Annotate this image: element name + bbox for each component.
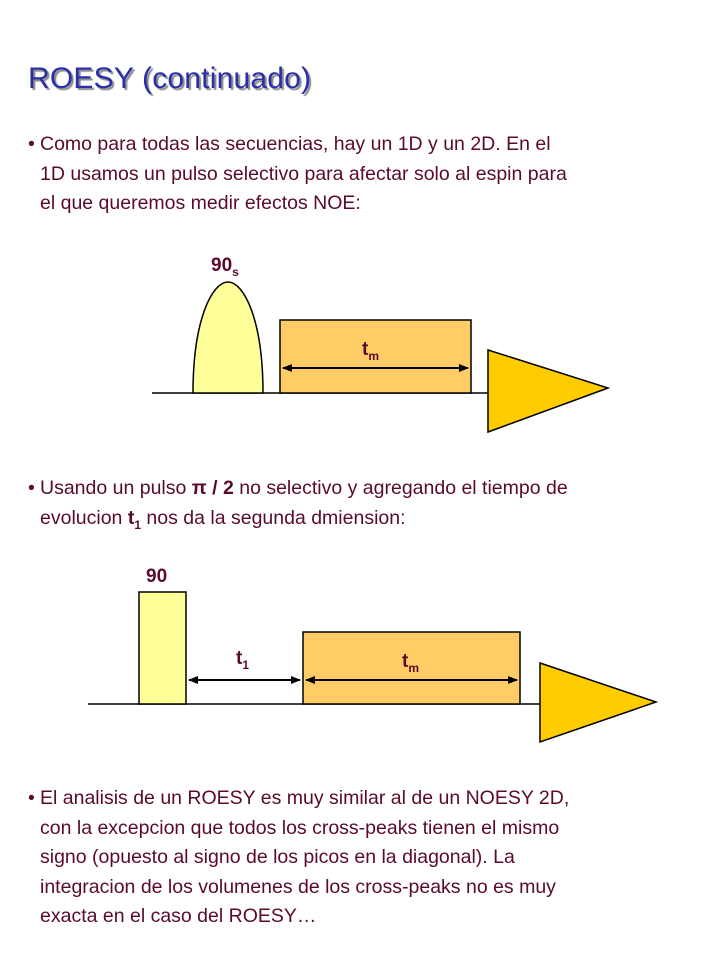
page-title: ROESY (continuado) <box>28 62 312 95</box>
bullet: • <box>28 133 35 155</box>
t1-subscript: 1 <box>134 517 141 532</box>
line-text: el que queremos medir efectos NOE: <box>40 192 361 214</box>
line-text: evolucion <box>40 506 128 529</box>
line-text: El analisis de un ROESY es muy similar al de un NOESY 2D, <box>40 787 570 809</box>
bullet: • <box>28 477 35 499</box>
pi-half-symbol: π / 2 <box>191 477 234 499</box>
line-text: con la excepcion que todos los cross-peaks tienen el mismo <box>40 816 560 839</box>
line-text: Usando un pulso <box>40 477 192 499</box>
diagram-2d <box>88 566 656 742</box>
line-text: no selectivo y agregando el tiempo de <box>233 477 568 499</box>
line-text: exacta en el caso del ROESY… <box>40 905 317 927</box>
bullet: • <box>28 787 35 809</box>
hard-pulse <box>139 592 186 704</box>
t1-letter: t <box>127 506 135 529</box>
fid-acquisition <box>488 350 608 432</box>
pulse-label-90: 90 <box>146 566 168 587</box>
selective-pulse <box>193 282 263 393</box>
evolution-label-t1: $t_1$ <box>236 648 250 672</box>
line-text: signo (opuesto al signo de los picos en la diagonal). La <box>40 846 515 868</box>
line-text: nos da la segunda dmiension: <box>141 506 406 529</box>
mixing-label-tm: $t_m$ <box>402 651 419 675</box>
line-text: Como para todas las secuencias, hay un 1D y un 2D. En el <box>40 133 551 155</box>
pulse-label-90s: $90_s$ <box>211 255 239 279</box>
diagram-1d <box>152 255 608 432</box>
line-text: 1D usamos un pulso selectivo para afectar solo al espin para <box>40 162 567 185</box>
line-text: integracion de los volumenes de los cross-peaks no es muy <box>40 875 556 898</box>
mixing-label-tm: $t_m$ <box>362 339 379 363</box>
fid-acquisition <box>540 663 656 742</box>
